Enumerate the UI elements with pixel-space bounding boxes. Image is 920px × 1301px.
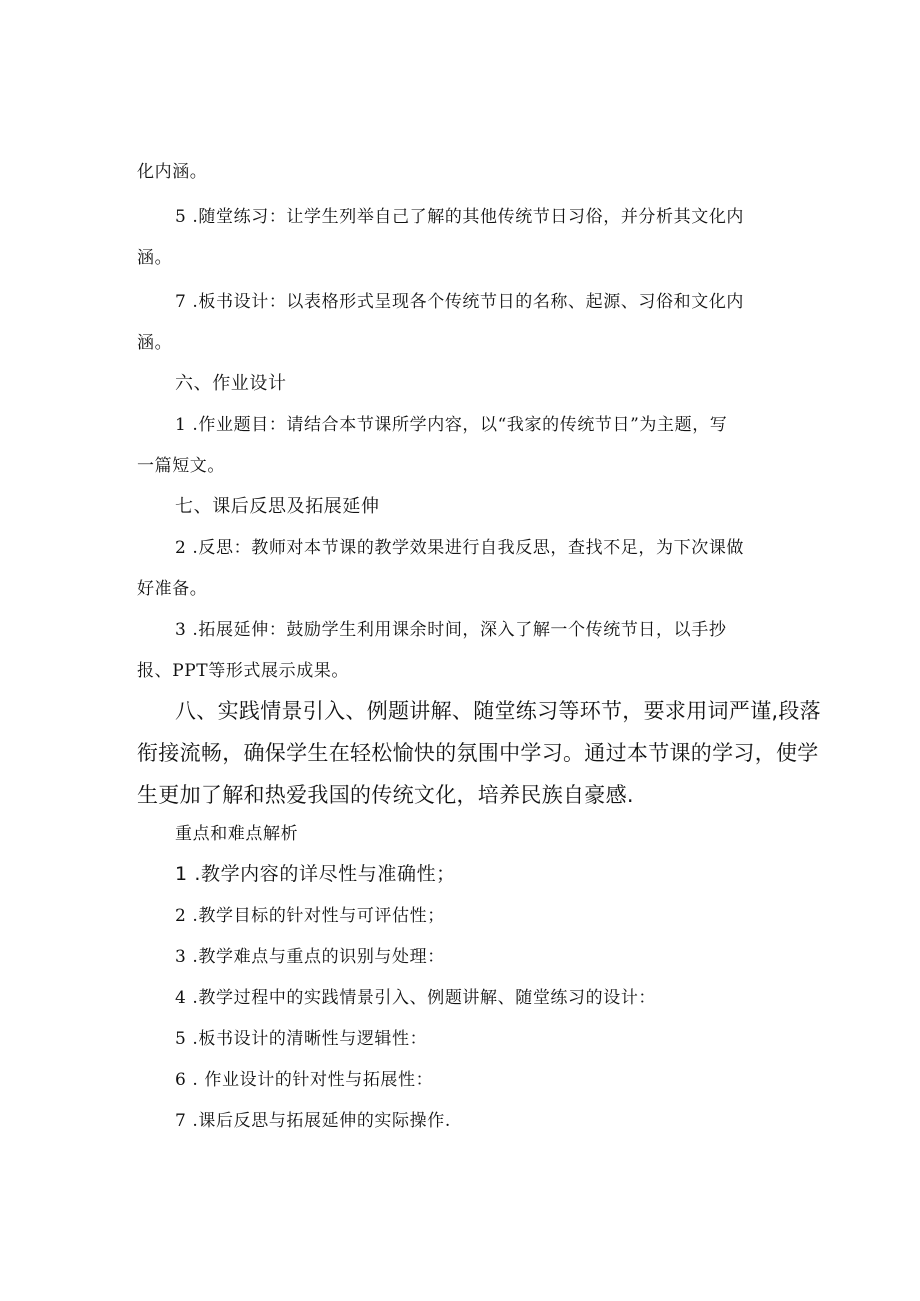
keypoint-item-3: 3 .教学难点与重点的识别与处理： <box>175 947 445 967</box>
item-5-practice-line2: 涵。 <box>137 248 173 268</box>
extension-item-3-line1: 3 .拓展延伸：鼓励学生利用课余时间，深入了解一个传统节日，以手抄 <box>175 620 727 640</box>
reflection-item-2-line2: 好准备。 <box>137 579 208 599</box>
section-8-line2: 衔接流畅，确保学生在轻松愉快的氛围中学习。通过本节课的学习，使学 <box>137 741 819 765</box>
item-7-board-line1: 7 .板书设计：以表格形式呈现各个传统节日的名称、起源、习俗和文化内 <box>175 292 745 312</box>
keypoint-item-4: 4 .教学过程中的实践情景引入、例题讲解、随堂练习的设计： <box>175 988 657 1008</box>
keypoints-heading: 重点和难点解析 <box>175 824 299 844</box>
keypoint-item-5: 5 .板书设计的清晰性与逻辑性： <box>175 1029 428 1049</box>
item-7-board-line2: 涵。 <box>137 333 173 353</box>
reflection-item-2-line1: 2 .反思：教师对本节课的教学效果进行自我反思，查找不足，为下次课做 <box>175 538 745 558</box>
keypoint-item-1: 1 .教学内容的详尽性与准确性； <box>175 863 456 885</box>
item-5-practice-line1: 5 .随堂练习：让学生列举自己了解的其他传统节日习俗，并分析其文化内 <box>175 207 745 227</box>
section-8-line1: 八、实践情景引入、例题讲解、随堂练习等环节，要求用词严谨,段落 <box>175 699 821 723</box>
section-heading-7: 七、课后反思及拓展延伸 <box>175 496 380 517</box>
homework-item-1-line1: 1 .作业题目：请结合本节课所学内容，以“我家的传统节日”为主题，写 <box>175 415 728 435</box>
keypoint-item-6: 6 . 作业设计的针对性与拓展性： <box>175 1070 434 1090</box>
section-8-line3: 生更加了解和热爱我国的传统文化，培养民族自豪感. <box>137 783 634 807</box>
section-heading-6: 六、作业设计 <box>175 373 287 394</box>
homework-item-1-line2: 一篇短文。 <box>137 456 225 476</box>
extension-item-3-line2: 报、PPT等形式展示成果。 <box>137 661 350 681</box>
paragraph-continuation: 化内涵。 <box>137 162 208 182</box>
keypoint-item-2: 2 .教学目标的针对性与可评估性； <box>175 906 445 926</box>
keypoint-item-7: 7 .课后反思与拓展延伸的实际操作. <box>175 1111 451 1131</box>
